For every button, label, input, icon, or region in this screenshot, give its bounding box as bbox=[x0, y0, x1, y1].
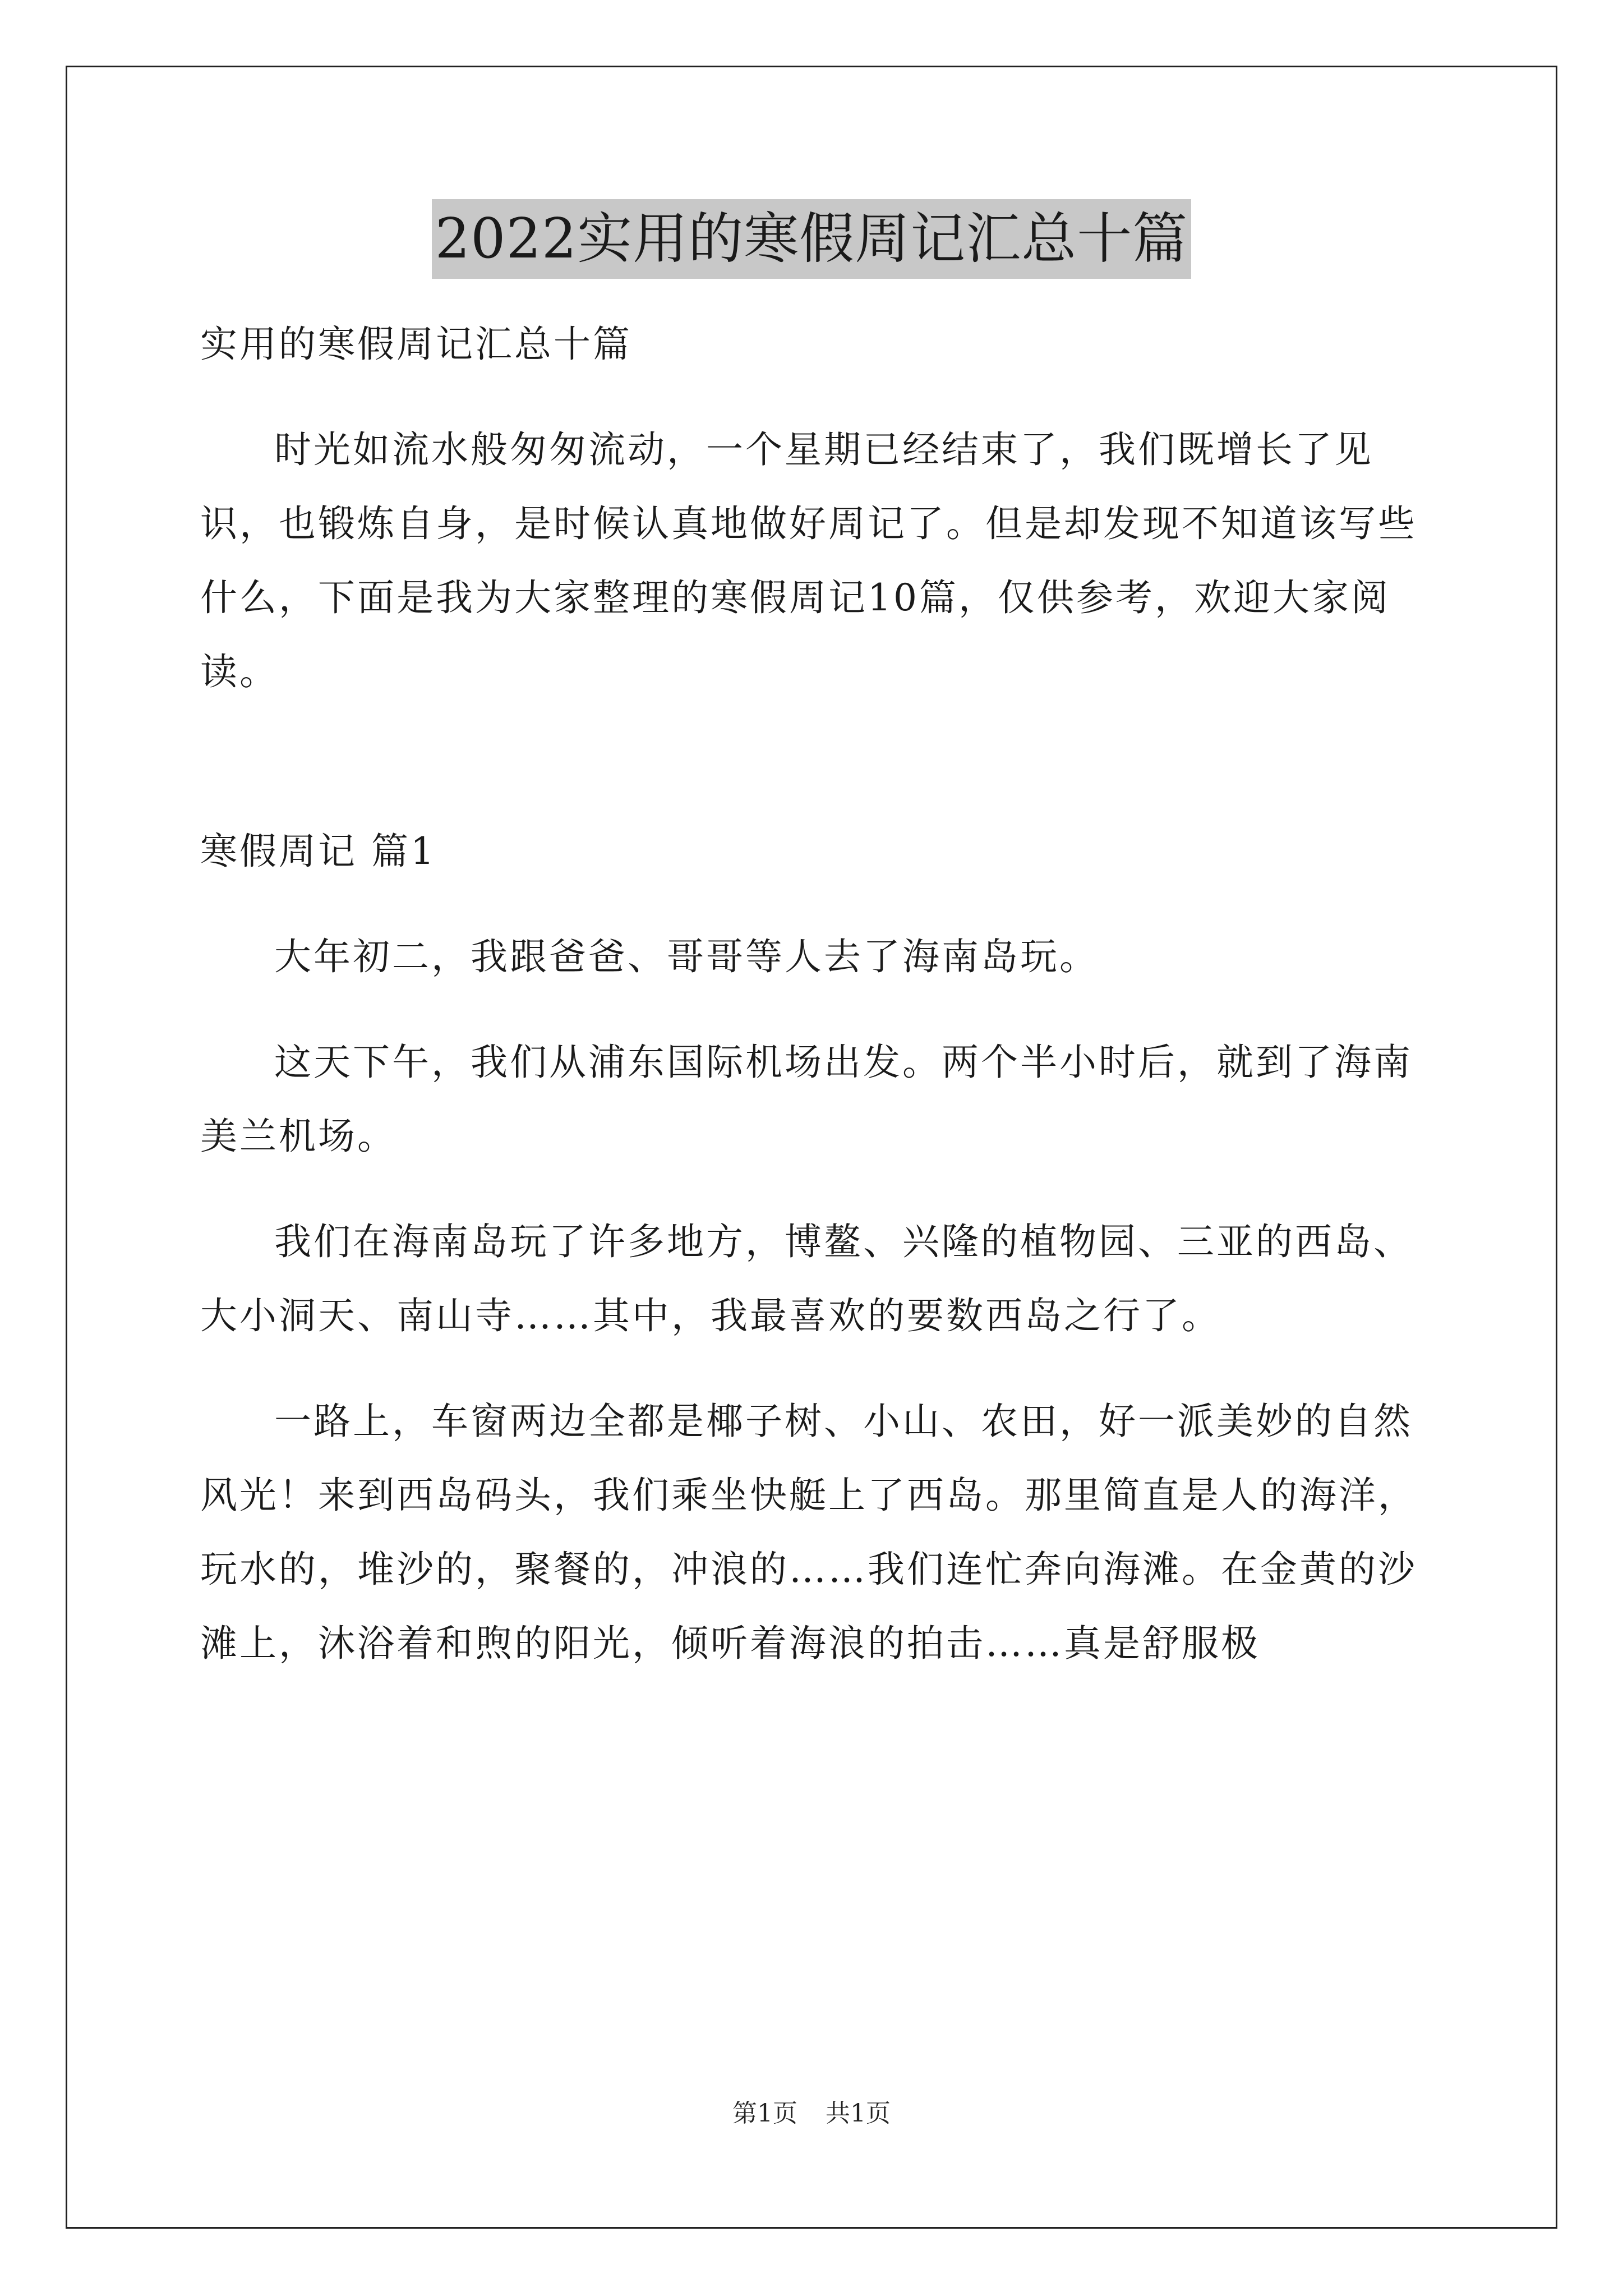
intro-paragraph: 时光如流水般匆匆流动，一个星期已经结束了，我们既增长了见识，也锻炼自身，是时候认真地做好周记了。但是却发现不知道该写些什么，下面是我为大家整理的寒假周记10篇，仅供参考，欢迎大家阅读。 bbox=[200, 428, 1417, 693]
body-paragraph: 我们在海南岛玩了许多地方，博鳌、兴隆的植物园、三亚的西岛、大小洞天、南山寺……其中，我最喜欢的要数西岛之行了。 bbox=[200, 1220, 1413, 1337]
document-title bbox=[0, 199, 1623, 279]
document-title-text: 2022实用的寒假周记汇总十篇 bbox=[432, 199, 1191, 279]
page-total: 共1页 bbox=[826, 2099, 891, 2128]
page-footer bbox=[0, 2097, 1623, 2131]
subtitle: 实用的寒假周记汇总十篇 bbox=[200, 323, 632, 366]
body-paragraph: 这天下午，我们从浦东国际机场出发。两个半小时后，就到了海南美兰机场。 bbox=[200, 1041, 1413, 1158]
page-number: 第1页 bbox=[732, 2099, 797, 2128]
body-paragraph: 大年初二，我跟爸爸、哥哥等人去了海南岛玩。 bbox=[274, 935, 1099, 978]
body-paragraph: 一路上，车窗两边全都是椰子树、小山、农田，好一派美妙的自然风光！来到西岛码头，我们乘坐快艇上了西岛。那里简直是人的海洋，玩水的，堆沙的，聚餐的，冲浪的……我们连忙奔向海滩。在金黄的沙滩上，沐浴着和煦的阳光，倾听着海浪的拍击……真是舒服极 bbox=[200, 1400, 1417, 1665]
document-body bbox=[200, 307, 1434, 1681]
section-heading: 寒假周记 篇1 bbox=[200, 830, 436, 873]
